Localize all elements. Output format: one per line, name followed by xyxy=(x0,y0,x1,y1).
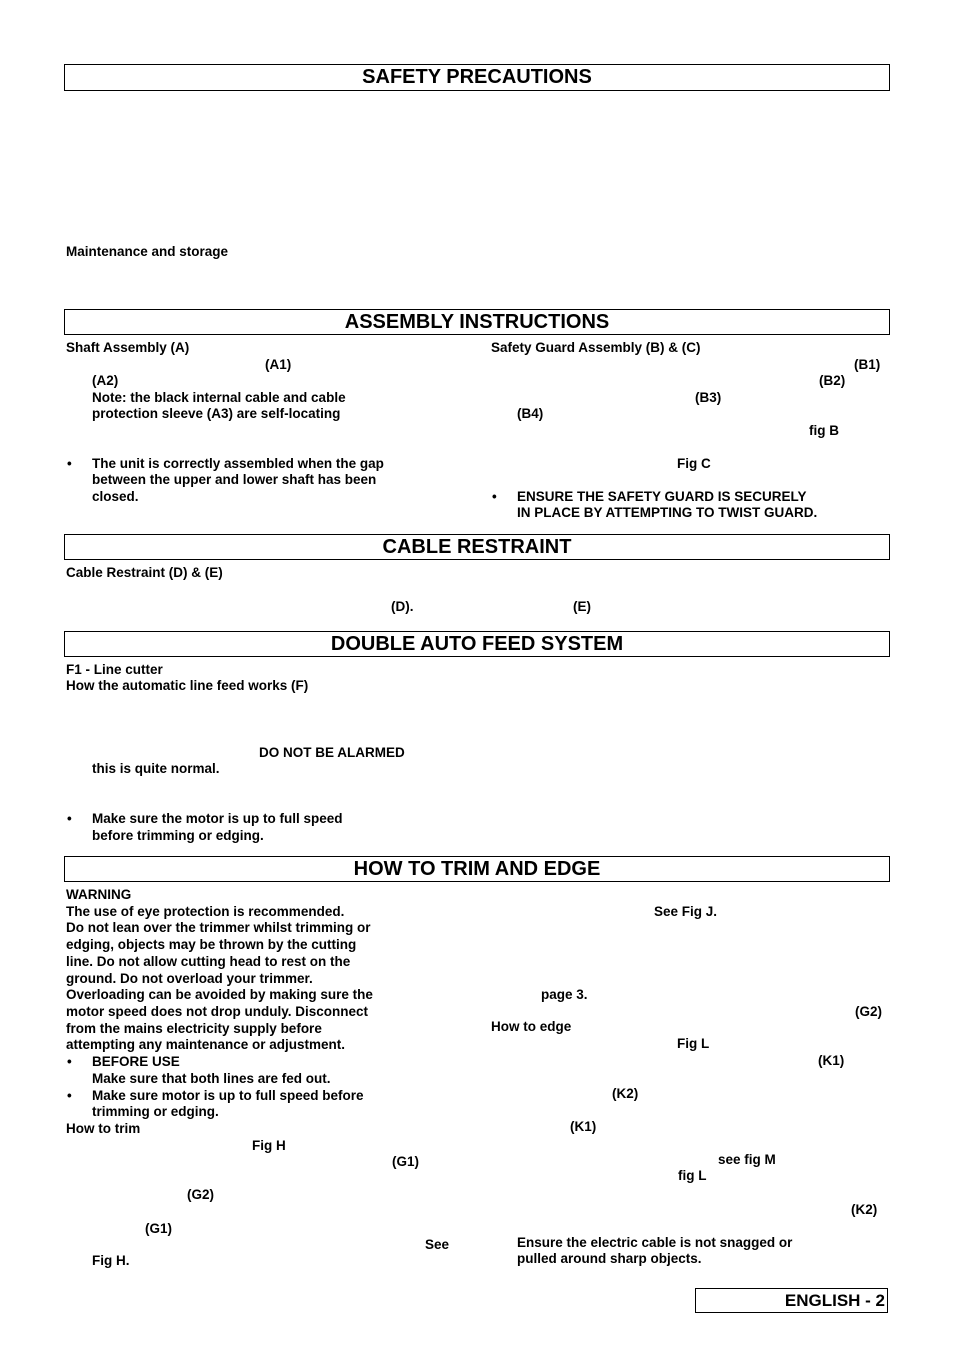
ensure-guard-line-2: IN PLACE BY ATTEMPTING TO TWIST GUARD. xyxy=(517,505,818,520)
feed-motor-line-1: Make sure the motor is up to full speed xyxy=(92,811,343,826)
ref-see-fig-m: see fig M xyxy=(718,1152,776,1167)
cable-snag-line-2: pulled around sharp objects. xyxy=(517,1251,702,1266)
ref-g1: (G1) xyxy=(392,1154,419,1169)
ref-b3: (B3) xyxy=(695,390,722,405)
warning-line-6: Overloading can be avoided by making sure the xyxy=(66,987,373,1002)
warning-line-1: The use of eye protection is recommended. xyxy=(66,904,345,919)
line-cutter-label: F1 - Line cutter xyxy=(66,662,163,677)
feed-motor-line-2: before trimming or edging. xyxy=(92,828,264,843)
how-to-trim-title: How to trim xyxy=(66,1121,141,1136)
ref-k1-second: (K1) xyxy=(570,1119,597,1134)
cable-snag-line-1: Ensure the electric cable is not snagged or xyxy=(517,1235,793,1250)
bullet: • xyxy=(67,811,72,826)
ref-a2: (A2) xyxy=(92,373,119,388)
ref-e: (E) xyxy=(573,599,591,614)
shaft-assembly-title: Shaft Assembly (A) xyxy=(66,340,190,355)
heading-how-to-trim-and-edge: HOW TO TRIM AND EDGE xyxy=(64,856,890,882)
warning-line-2: Do not lean over the trimmer whilst trimming or xyxy=(66,920,371,935)
ref-k2-second: (K2) xyxy=(851,1202,878,1217)
warning-line-7: motor speed does not drop unduly. Disconnect xyxy=(66,1004,369,1019)
trim-motor-line-2: trimming or edging. xyxy=(92,1104,219,1119)
heading-double-auto-feed: DOUBLE AUTO FEED SYSTEM xyxy=(64,631,890,657)
cable-restraint-title: Cable Restraint (D) & (E) xyxy=(66,565,223,580)
ref-g1-second: (G1) xyxy=(145,1221,172,1236)
gap-line-2: between the upper and lower shaft has been xyxy=(92,472,377,487)
ensure-guard-line-1: ENSURE THE SAFETY GUARD IS SECURELY xyxy=(517,489,807,504)
heading-assembly-instructions: ASSEMBLY INSTRUCTIONS xyxy=(64,309,890,335)
ref-k1: (K1) xyxy=(818,1053,845,1068)
ref-fig-c: Fig C xyxy=(677,456,711,471)
gap-line-3: closed. xyxy=(92,489,139,504)
trim-motor-line-1: Make sure motor is up to full speed before xyxy=(92,1088,364,1103)
heading-safety-precautions: SAFETY PRECAUTIONS xyxy=(64,64,890,91)
shaft-note-line-1: Note: the black internal cable and cable xyxy=(92,390,346,405)
quite-normal-text: this is quite normal. xyxy=(92,761,220,776)
how-to-edge-title: How to edge xyxy=(491,1019,572,1034)
bullet: • xyxy=(67,1054,72,1069)
ref-a1: (A1) xyxy=(265,357,292,372)
do-not-be-alarmed: DO NOT BE ALARMED xyxy=(259,745,405,760)
ref-g2-right: (G2) xyxy=(855,1004,882,1019)
ref-fig-l: Fig L xyxy=(677,1036,710,1051)
bullet: • xyxy=(67,1088,72,1103)
see-label: See xyxy=(425,1237,450,1252)
warning-line-3: edging, objects may be thrown by the cutting xyxy=(66,937,357,952)
ref-see-fig-j: See Fig J. xyxy=(654,904,718,919)
ref-fig-h-second: Fig H. xyxy=(92,1253,130,1268)
gap-line-1: The unit is correctly assembled when the gap xyxy=(92,456,384,471)
ref-fig-h: Fig H xyxy=(252,1138,286,1153)
ref-fig-b: fig B xyxy=(809,423,839,438)
ref-k2: (K2) xyxy=(612,1086,639,1101)
ref-d: (D). xyxy=(391,599,414,614)
warning-label: WARNING xyxy=(66,887,132,902)
before-use-label: BEFORE USE xyxy=(92,1054,180,1069)
heading-cable-restraint: CABLE RESTRAINT xyxy=(64,534,890,560)
page-number-footer: ENGLISH - 2 xyxy=(695,1288,888,1313)
bullet: • xyxy=(67,456,72,471)
warning-line-9: attempting any maintenance or adjustment. xyxy=(66,1037,346,1052)
ref-page-3: page 3. xyxy=(541,987,588,1002)
ref-b4: (B4) xyxy=(517,406,544,421)
shaft-note-line-2: protection sleeve (A3) are self-locating xyxy=(92,406,341,421)
warning-line-4: line. Do not allow cutting head to rest on the xyxy=(66,954,351,969)
line-feed-works-title: How the automatic line feed works (F) xyxy=(66,678,309,693)
lines-fed-out-text: Make sure that both lines are fed out. xyxy=(92,1071,331,1086)
maintenance-storage-label: Maintenance and storage xyxy=(66,244,229,259)
ref-g2: (G2) xyxy=(187,1187,214,1202)
ref-b1: (B1) xyxy=(854,357,881,372)
safety-guard-assembly-title: Safety Guard Assembly (B) & (C) xyxy=(491,340,701,355)
warning-line-5: ground. Do not overload your trimmer. xyxy=(66,971,313,986)
bullet: • xyxy=(492,489,497,504)
ref-fig-l-second: fig L xyxy=(678,1168,707,1183)
ref-b2: (B2) xyxy=(819,373,846,388)
warning-line-8: from the mains electricity supply before xyxy=(66,1021,322,1036)
